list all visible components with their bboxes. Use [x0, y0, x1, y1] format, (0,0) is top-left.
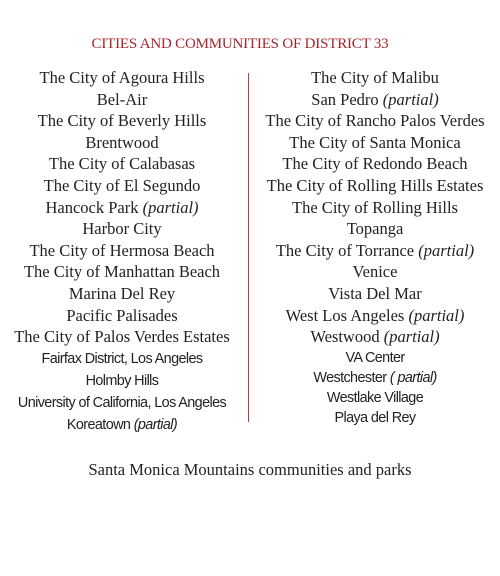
city-name: Koreatown	[66, 417, 131, 434]
list-item	[0, 153, 244, 175]
list-item	[252, 175, 498, 197]
city-name: West Los Angeles	[285, 305, 405, 325]
city-name: The City of Santa Monica	[289, 132, 461, 152]
list-item	[252, 326, 498, 348]
list-item	[0, 305, 244, 327]
list-item	[0, 348, 244, 370]
city-name: The City of Beverly Hills	[37, 111, 207, 131]
list-item	[252, 197, 498, 219]
list-item	[0, 370, 244, 392]
list-item	[252, 261, 498, 283]
city-name: Vista Del Mar	[328, 283, 422, 303]
city-name: The City of Redondo Beach	[282, 154, 468, 174]
partial-note: (partial)	[142, 197, 199, 217]
list-item	[0, 283, 244, 305]
list-item	[0, 67, 244, 89]
city-name: Pacific Palisades	[66, 305, 178, 325]
list-item	[252, 388, 498, 408]
city-name: Hancock Park	[45, 197, 139, 217]
city-name: Playa del Rey	[334, 410, 416, 427]
city-name: The City of Rancho Palos Verdes	[265, 111, 485, 131]
list-item	[0, 392, 244, 414]
city-name: Topanga	[346, 219, 404, 239]
list-item	[252, 305, 498, 327]
list-item	[0, 175, 244, 197]
city-name: Marina Del Rey	[68, 283, 176, 303]
city-name: The City of El Segundo	[43, 175, 201, 195]
city-name: Brentwood	[85, 132, 159, 152]
city-name: Harbor City	[82, 219, 162, 239]
list-item	[252, 67, 498, 89]
list-item	[0, 197, 244, 219]
city-name: Bel-Air	[96, 89, 148, 109]
list-item	[252, 89, 498, 111]
partial-note: (partial)	[382, 89, 439, 109]
city-name: The City of Rolling Hills Estates	[266, 175, 484, 195]
city-name: The City of Rolling Hills	[292, 197, 458, 217]
list-item	[252, 348, 498, 368]
list-item	[252, 368, 498, 388]
list-item	[252, 132, 498, 154]
list-item	[0, 240, 244, 262]
city-name: University of California, Los Angeles	[17, 395, 227, 412]
city-name: The City of Hermosa Beach	[29, 240, 215, 260]
list-item	[0, 414, 244, 436]
list-item	[0, 218, 244, 240]
city-name: Venice	[352, 262, 398, 282]
list-item	[252, 110, 498, 132]
city-name: Westchester	[313, 369, 387, 386]
city-name: The City of Malibu	[311, 68, 439, 87]
partial-note: (partial)	[408, 305, 465, 325]
city-name: San Pedro	[311, 89, 379, 109]
list-item	[0, 132, 244, 154]
list-item	[252, 153, 498, 175]
list-item	[0, 89, 244, 111]
list-item	[252, 240, 498, 262]
partial-note: (partial)	[383, 327, 440, 347]
city-name: The City of Torrance	[275, 240, 415, 260]
city-name: Westlake Village	[326, 390, 424, 407]
partial-note: (partial)	[418, 240, 475, 260]
cities-right-column	[252, 67, 498, 429]
city-name: The City of Manhattan Beach	[23, 262, 221, 282]
list-item	[0, 110, 244, 132]
city-name: The City of Agoura Hills	[39, 68, 205, 87]
page-title: CITIES AND COMMUNITIES OF DISTRICT 33	[91, 36, 389, 52]
footer-note: Santa Monica Mountains communities and parks	[88, 460, 412, 479]
list-item	[252, 218, 498, 240]
list-item	[0, 261, 244, 283]
city-name: Westwood	[310, 327, 380, 347]
cities-left-column	[0, 67, 244, 437]
city-name: The City of Calabasas	[48, 154, 196, 174]
city-name: Holmby Hills	[85, 372, 159, 389]
partial-note: (partial)	[133, 417, 178, 434]
column-divider	[248, 73, 249, 422]
city-name: The City of Palos Verdes Estates	[14, 327, 230, 347]
list-item	[252, 283, 498, 305]
city-name: VA Center	[345, 349, 405, 366]
list-item	[252, 408, 498, 428]
city-name: Fairfax District, Los Angeles	[41, 350, 203, 367]
list-item	[0, 326, 244, 348]
partial-note: ( partial)	[389, 369, 437, 386]
